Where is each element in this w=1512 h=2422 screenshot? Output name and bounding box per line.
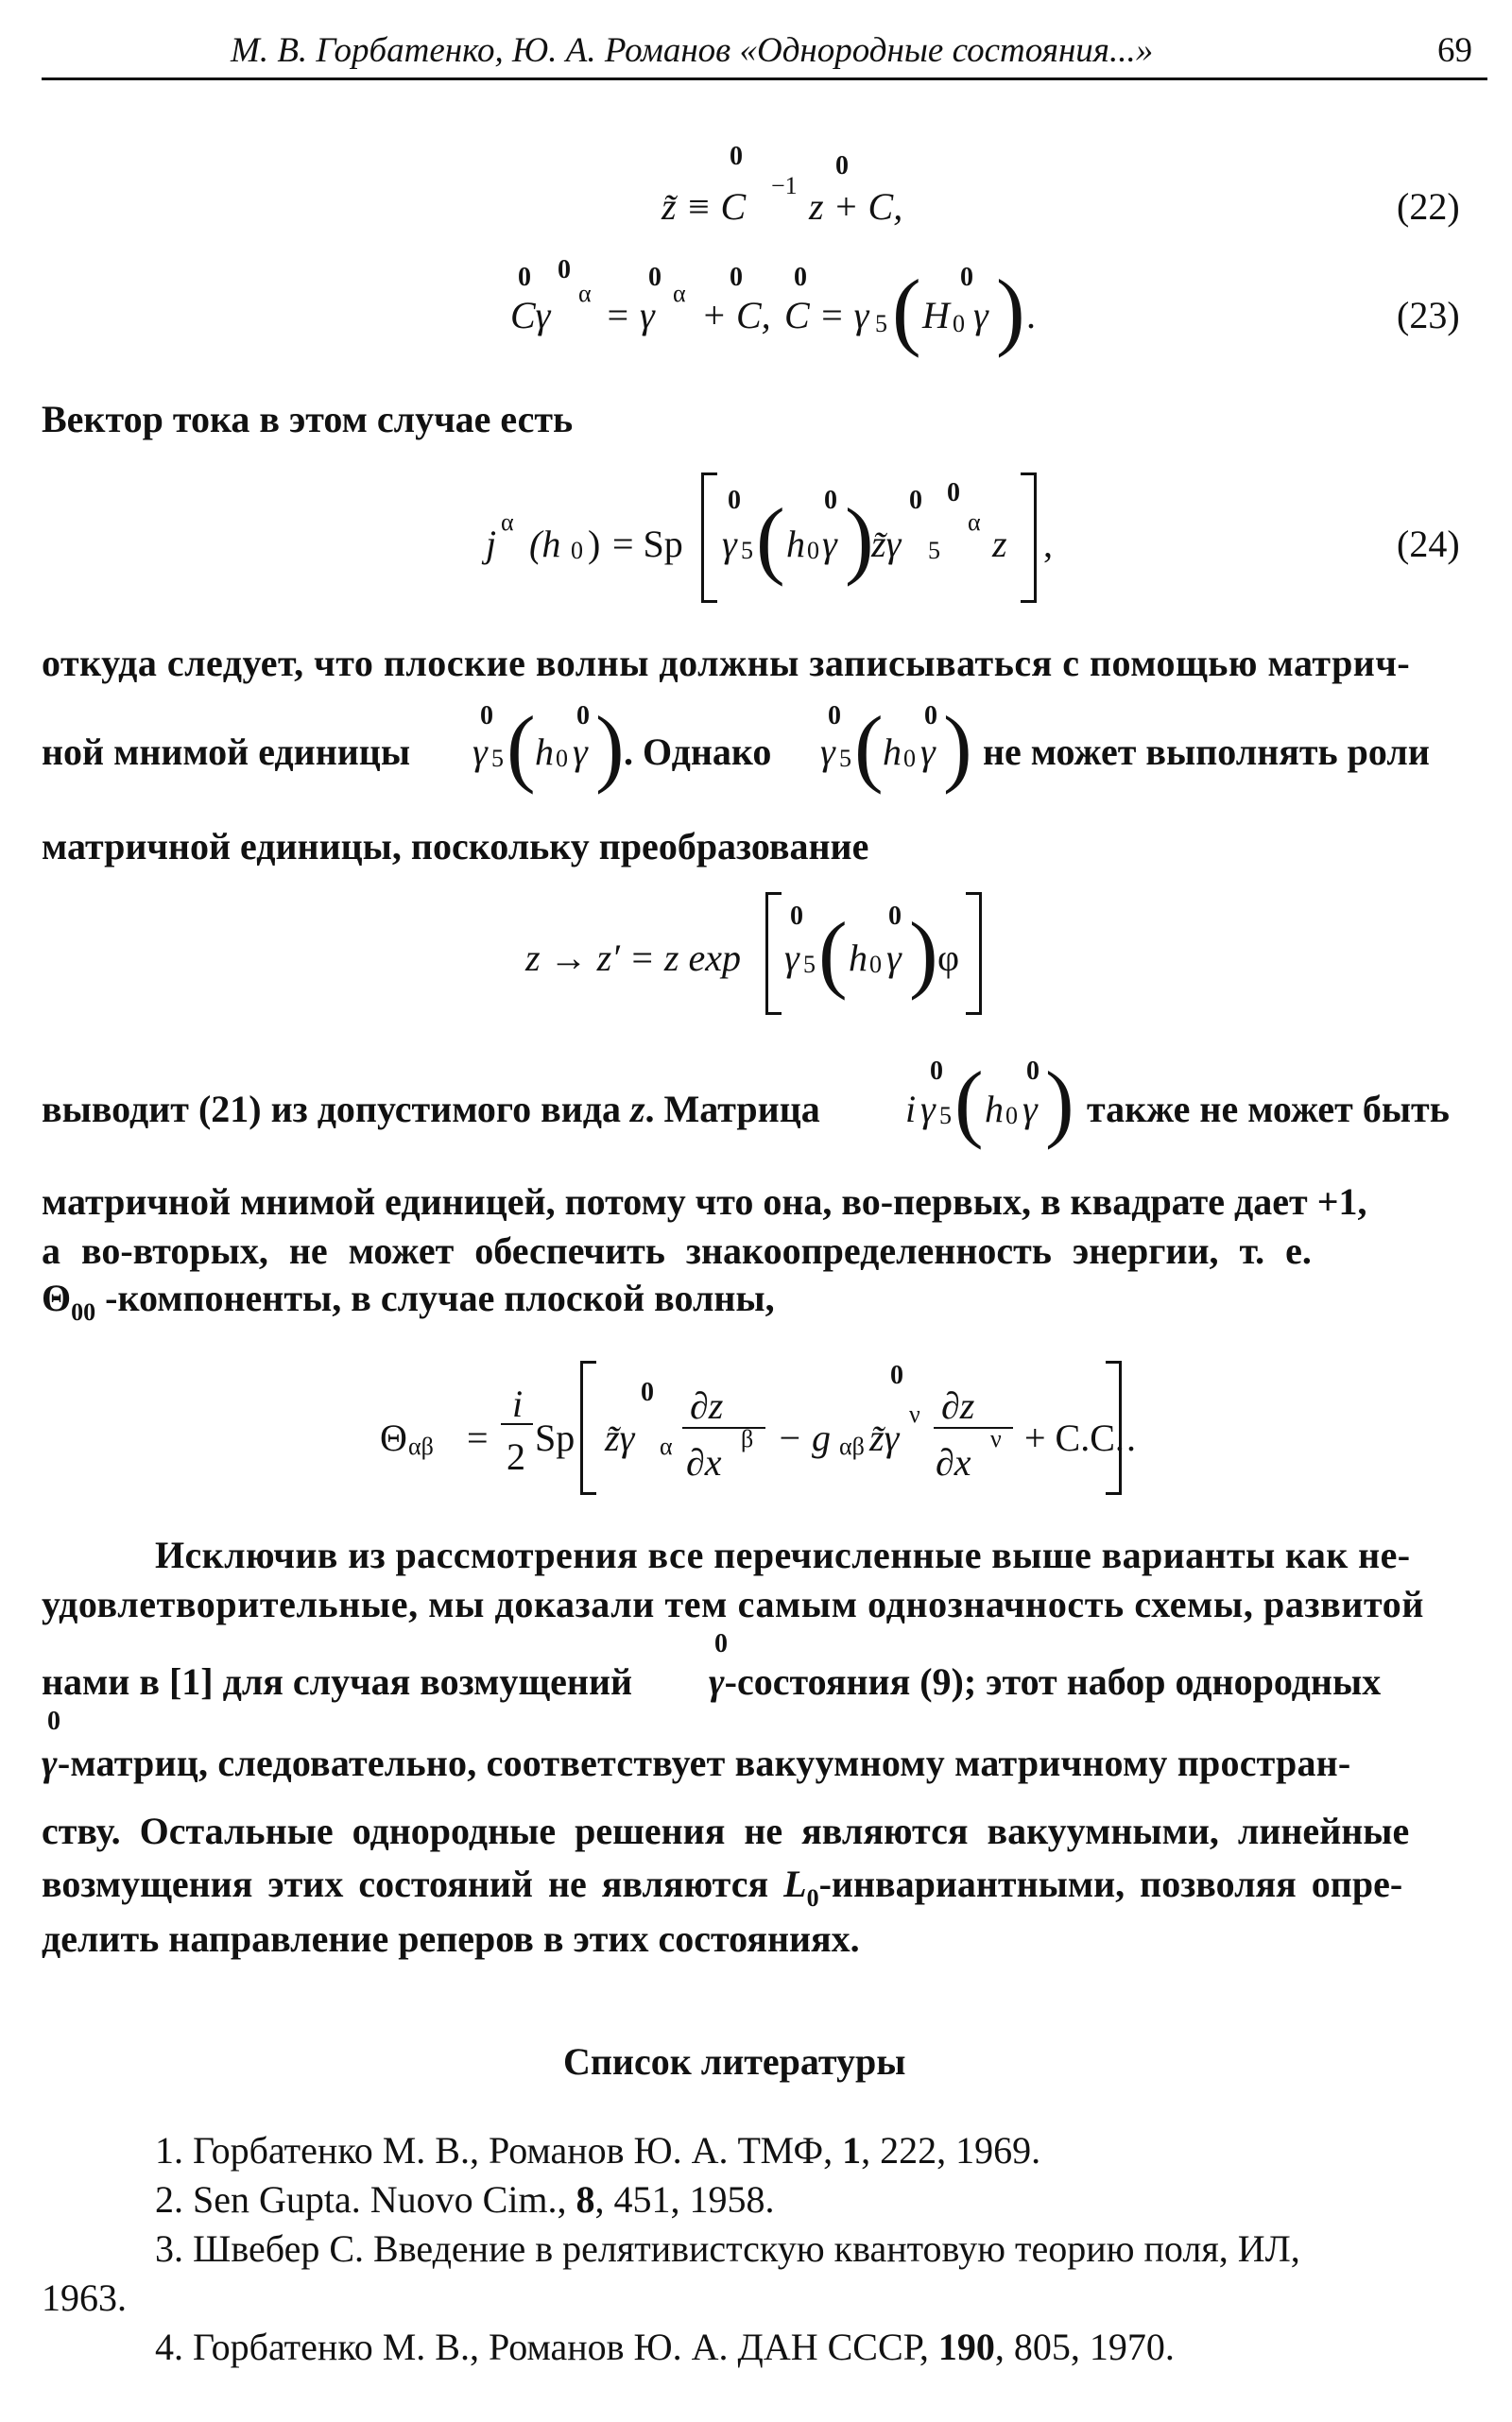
gamma-symbol: γ	[1022, 1088, 1038, 1130]
nu-sup: ν	[990, 1425, 1002, 1452]
eq24-five: 5	[741, 537, 753, 564]
h-symbol: h	[883, 730, 902, 773]
zero-accent: 0	[641, 1378, 654, 1407]
gamma-symbol: γ	[886, 936, 902, 979]
left-paren: (	[818, 904, 848, 1001]
reference-item: 1963.	[42, 2276, 127, 2319]
paragraph-text: матричной единицы, поскольку преобразование	[42, 825, 869, 867]
zero-accent: 0	[728, 486, 741, 515]
eq23-b: = γ	[605, 294, 655, 336]
eq23-h: H	[922, 294, 950, 336]
eq-end: .	[1126, 1417, 1136, 1459]
paragraph-text: ству. Остальные однородные решения не являются вакуумными, линейные	[42, 1810, 1410, 1852]
running-title: М. В. Горбатенко, Ю. А. Романов «Однородные состояния...»	[231, 31, 1154, 70]
paragraph-text: также не может быть	[1087, 1088, 1450, 1130]
paragraph-text: откуда следует, что плоские волны должны записываться с помощью матрич-	[42, 642, 1411, 684]
zero-accent: 0	[576, 701, 590, 730]
left-paren: (	[854, 698, 884, 795]
subscript: 0	[869, 951, 882, 978]
dx: ∂x	[936, 1441, 971, 1484]
zero-accent: 0	[888, 902, 902, 931]
zero-accent: 0	[828, 701, 841, 730]
dz: ∂z	[690, 1384, 724, 1427]
gamma-symbol: γ	[573, 730, 588, 773]
right-paren: )	[909, 904, 938, 1001]
paragraph-text: Исключив из рассмотрения все перечисленные выше варианты как не-	[155, 1534, 1411, 1576]
subscript: 0	[903, 745, 916, 772]
eq23-c: + C,	[701, 294, 771, 336]
subscript: 0	[556, 745, 568, 772]
dx: ∂x	[686, 1441, 722, 1484]
cc-term: + C.C.	[1024, 1417, 1125, 1459]
paragraph-text: делить направление реперов в этих состояниях.	[42, 1917, 860, 1960]
paragraph-text: матричной мнимой единицей, потому что она, во-первых, в квадрате дает +1,	[42, 1180, 1367, 1223]
paragraph-text: Вектор тока в этом случае есть	[42, 398, 574, 440]
eq24-five: 5	[928, 537, 940, 564]
zero-accent: 0	[824, 486, 837, 515]
eq23-number: (23)	[1397, 294, 1460, 336]
paragraph-text: не может выполнять роли	[983, 730, 1430, 773]
paragraph-text: γ-состояния (9); этот набор однородных	[709, 1660, 1382, 1703]
zero-accent: 0	[909, 486, 922, 515]
left-paren: (	[756, 490, 785, 587]
paragraph-text: ной мнимой единицы	[42, 730, 411, 773]
page-number: 69	[1437, 31, 1472, 70]
reference-item: 1. Горбатенко М. В., Романов Ю. А. ТМФ, 1, 222, 1969.	[155, 2129, 1041, 2172]
left-bracket	[701, 472, 717, 603]
references-heading: Список литературы	[563, 2040, 906, 2083]
zero-accent: 0	[930, 1056, 943, 1086]
reference-item: 3. Швебер С. Введение в релятивистскую квантовую теорию поля, ИЛ,	[155, 2227, 1300, 2270]
eq23-a: Cγ	[510, 294, 551, 336]
eq24-gamma: γ	[822, 523, 837, 565]
gab-sub: αβ	[839, 1433, 865, 1460]
i-symbol: i	[905, 1088, 917, 1130]
zero-accent: 0	[960, 263, 973, 292]
right-bracket	[966, 892, 982, 1015]
right-bracket	[1021, 472, 1037, 603]
paragraph-text: удовлетворительные, мы доказали тем самым однозначность схемы, развитой	[42, 1583, 1424, 1625]
eq24-h: h	[786, 523, 805, 565]
right-paren: )	[1045, 1054, 1074, 1150]
theta-sub: αβ	[408, 1433, 434, 1460]
eq24-tail: z̃γ	[871, 523, 902, 565]
eq24-zero-sub: 0	[571, 537, 583, 564]
subscript: 0	[1005, 1102, 1018, 1129]
zero-accent: 0	[558, 255, 571, 284]
eq24-tail-alpha: α	[968, 508, 981, 536]
zero-accent: 0	[47, 1707, 60, 1736]
right-paren: )	[943, 698, 972, 795]
eq24-h0b: )	[588, 523, 601, 565]
gamma-symbol: γ	[820, 730, 835, 773]
nu-sup: ν	[909, 1400, 920, 1428]
left-paren: (	[507, 698, 536, 795]
paragraph-text: нами в [1] для случая возмущений	[42, 1660, 633, 1703]
eq22-sup: −1	[771, 172, 798, 199]
eq22-number: (22)	[1397, 185, 1460, 228]
zero-accent: 0	[648, 263, 662, 292]
paragraph-text: выводит (21) из допустимого вида z. Матрица	[42, 1088, 820, 1130]
fraction-bar	[501, 1423, 533, 1425]
reference-item: 4. Горбатенко М. В., Романов Ю. А. ДАН СССР, 190, 805, 1970.	[155, 2326, 1175, 2368]
eq24-z: z	[992, 523, 1007, 565]
left-bracket	[765, 892, 782, 1015]
phi-symbol: φ	[937, 936, 960, 979]
eq-exp-lhs: z → z′ = z exp	[525, 936, 741, 979]
zero-accent: 0	[480, 701, 493, 730]
eq23-end: .	[1026, 294, 1036, 336]
z-gamma: z̃γ	[605, 1417, 635, 1459]
zero-accent: 0	[947, 478, 960, 507]
reference-item: 2. Sen Gupta. Nuovo Cim., 8, 451, 1958.	[155, 2178, 775, 2221]
right-paren: )	[996, 262, 1025, 358]
zero-accent: 0	[790, 902, 803, 931]
dz: ∂z	[941, 1384, 975, 1427]
subscript: 5	[939, 1102, 952, 1129]
zero-accent: 0	[730, 263, 743, 292]
eq23-alpha: α	[578, 280, 592, 307]
paragraph-text: а во-вторых, не может обеспечить знакоопределенность энергии, т. е.	[42, 1229, 1312, 1272]
zero-accent: 0	[794, 263, 807, 292]
eq23-gamma: γ	[973, 294, 988, 336]
gamma-symbol: γ	[784, 936, 799, 979]
z-gamma: z̃γ	[869, 1417, 900, 1459]
paragraph-text: $\Theta_{00}$ -компоненты, в случае плоской волны,	[42, 1277, 775, 1326]
gamma-symbol: γ	[920, 730, 936, 773]
eq22-lhs: z̃ ≡ C	[662, 185, 747, 228]
paragraph-text: γ-матриц, следовательно, соответствует вакуумному матричному простран-	[42, 1742, 1351, 1784]
alpha-sub: α	[660, 1433, 673, 1460]
h-symbol: h	[985, 1088, 1004, 1130]
eq23-sub5: 5	[875, 310, 887, 337]
subscript: 5	[839, 745, 851, 772]
eq24-zero: 0	[807, 537, 819, 564]
right-paren: )	[845, 490, 874, 587]
zero-accent: 0	[890, 1361, 903, 1390]
zero-accent: 0	[924, 701, 937, 730]
zero-accent: 0	[835, 151, 849, 180]
eq24-sp: = Sp	[612, 523, 683, 565]
equals-sign: =	[467, 1417, 489, 1459]
left-bracket	[580, 1361, 596, 1495]
paragraph-text: . Однако	[624, 730, 772, 773]
frac-num: i	[512, 1383, 524, 1425]
eq24-h0: (h	[529, 523, 561, 565]
beta-sup: β	[741, 1425, 754, 1452]
eq24-comma: ,	[1043, 523, 1053, 565]
left-paren: (	[892, 262, 921, 358]
gamma-symbol: γ	[472, 730, 488, 773]
eq24-number: (24)	[1397, 523, 1460, 565]
subscript: 5	[491, 745, 504, 772]
paragraph-text: возмущения этих состояний не являются $L_0$-инвариантными, позволяя опре-	[42, 1863, 1403, 1912]
minus-g: − g	[777, 1417, 831, 1459]
h-symbol: h	[849, 936, 868, 979]
eq24-alpha: α	[501, 508, 514, 536]
subscript: 5	[803, 951, 816, 978]
frac-den: 2	[507, 1435, 525, 1478]
zero-accent: 0	[518, 263, 531, 292]
eq23-d: C = γ	[784, 294, 869, 336]
zero-accent: 0	[1026, 1056, 1040, 1086]
running-header	[42, 30, 1487, 80]
h-symbol: h	[535, 730, 554, 773]
sp-operator: Sp	[535, 1417, 576, 1459]
left-paren: (	[954, 1054, 984, 1150]
zero-accent: 0	[730, 142, 743, 171]
eq24-j: j	[486, 523, 497, 565]
eq22-rhs: z + C,	[809, 185, 903, 228]
eq23-sub0: 0	[953, 310, 965, 337]
zero-accent: 0	[714, 1629, 728, 1658]
eq23-alpha: α	[673, 280, 686, 307]
gamma-symbol: γ	[920, 1088, 936, 1130]
theta-symbol: Θ	[380, 1417, 407, 1459]
eq24-g5: γ	[722, 523, 737, 565]
right-paren: )	[595, 698, 625, 795]
right-bracket	[1106, 1361, 1122, 1495]
